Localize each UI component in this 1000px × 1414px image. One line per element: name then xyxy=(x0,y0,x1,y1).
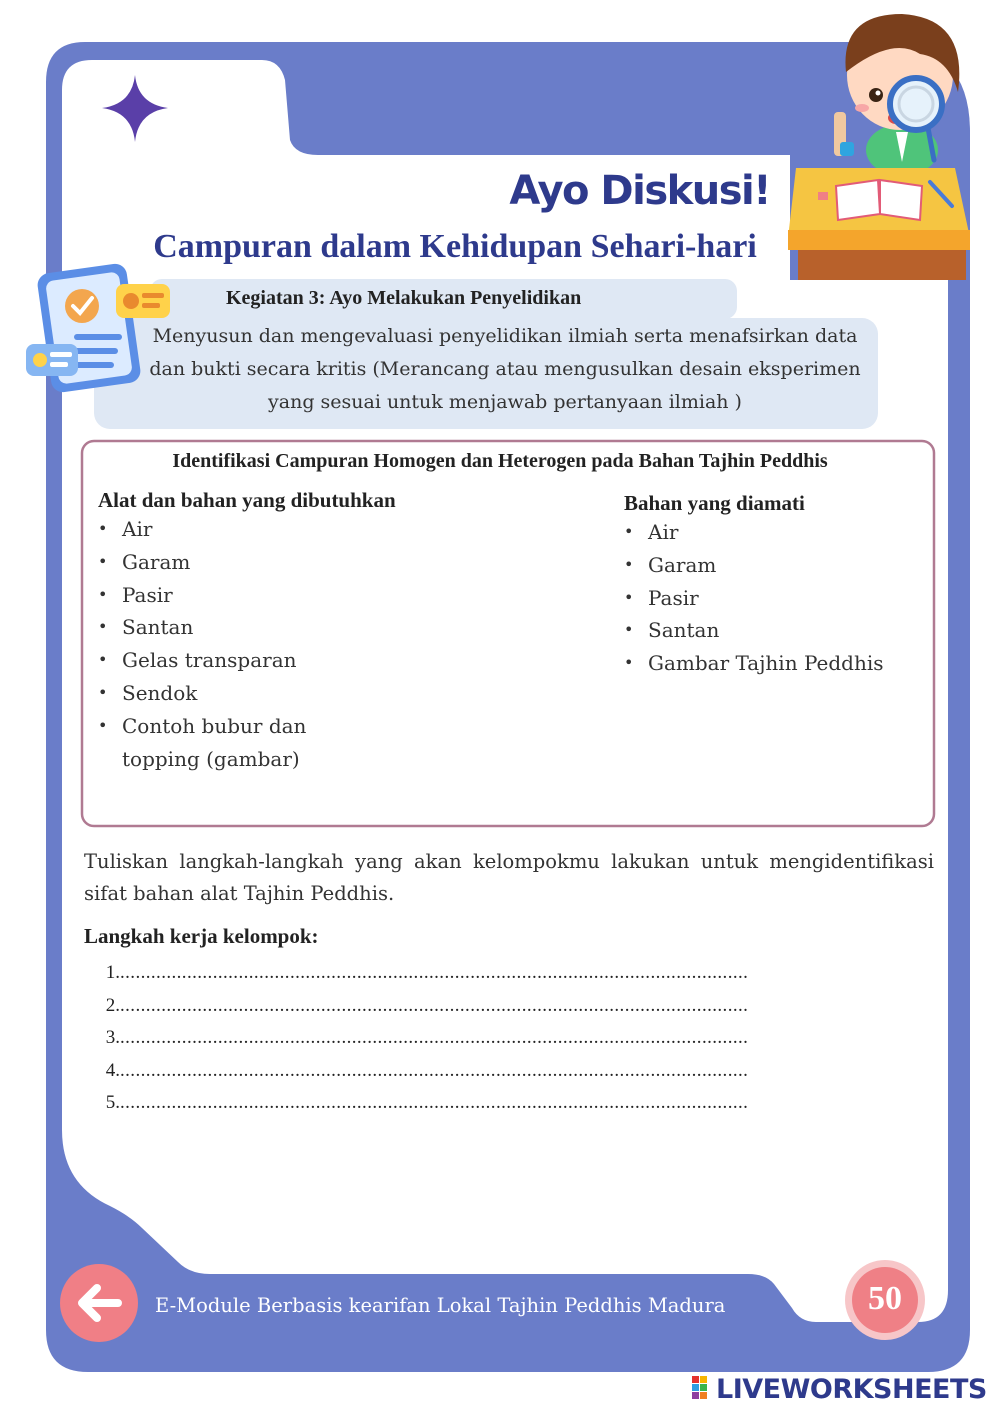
step-answer-line[interactable]: .......................................................................................................................... xyxy=(120,1092,749,1113)
list-item: • Contoh bubur dan topping (gambar) xyxy=(98,710,322,776)
liveworksheets-watermark: LIVEWORKSHEETS xyxy=(716,1374,987,1405)
step-row[interactable] xyxy=(100,958,890,991)
materials-box-title: Identifikasi Campuran Homogen dan Heterogen pada Bahan Tajhin Peddhis xyxy=(172,450,828,472)
list-item: • Air xyxy=(624,516,924,549)
step-answer-line[interactable]: .......................................................................................................................... xyxy=(120,1027,749,1048)
activity-objective: Menyusun dan mengevaluasi penyelidikan ilmiah serta menafsirkan data dan bukti secara kritis (Merancang atau mengusulkan desain eksperimen yang sesuai untuk menjawab pertanyaan ilmiah ) xyxy=(149,325,861,413)
list-item: • Air xyxy=(98,513,438,546)
ayo-diskusi-heading: Ayo Diskusi! xyxy=(509,168,770,214)
observed-column xyxy=(624,491,924,680)
step-answer-line[interactable]: .......................................................................................................................... xyxy=(120,994,749,1016)
activity-label: Kegiatan 3: Ayo Melakukan Penyelidikan xyxy=(226,287,582,309)
step-number: 2. xyxy=(105,994,120,1016)
tools-heading: Alat dan bahan yang dibutuhkan xyxy=(98,488,396,512)
observed-heading: Bahan yang diamati xyxy=(624,491,805,515)
instruction-text: Tuliskan langkah-langkah yang akan kelompokmu lakukan untuk mengidentifikasi sifat bahan alat Tajhin Peddhis. xyxy=(84,850,934,905)
list-item: • Santan xyxy=(624,614,924,647)
liveworksheets-logo-icon xyxy=(692,1376,707,1399)
list-item: • Pasir xyxy=(624,582,924,615)
step-number: 3. xyxy=(105,1027,120,1048)
list-item: • Gelas transparan xyxy=(98,644,438,677)
tools-column xyxy=(98,488,438,775)
footer-text: E-Module Berbasis kearifan Lokal Tajhin Peddhis Madura xyxy=(155,1294,726,1317)
page-number: 50 xyxy=(868,1280,902,1317)
list-item: • Garam xyxy=(98,546,438,579)
list-item: • Santan xyxy=(98,611,438,644)
step-number: 1. xyxy=(105,962,120,983)
step-row[interactable] xyxy=(100,1023,890,1056)
observed-list xyxy=(624,516,924,680)
page-title: Campuran dalam Kehidupan Sehari-hari xyxy=(153,228,757,265)
list-item: • Garam xyxy=(624,549,924,582)
step-row[interactable] xyxy=(100,1088,890,1121)
step-row[interactable] xyxy=(100,991,890,1024)
tools-list xyxy=(98,513,438,775)
step-number: 4. xyxy=(105,1059,120,1081)
list-item: • Pasir xyxy=(98,579,438,612)
step-answer-line[interactable]: .......................................................................................................................... xyxy=(120,1059,749,1081)
step-row[interactable] xyxy=(100,1056,890,1089)
list-item: • Sendok xyxy=(98,677,438,710)
steps-heading: Langkah kerja kelompok: xyxy=(84,924,319,948)
list-item: • Gambar Tajhin Peddhis xyxy=(624,647,924,680)
back-button[interactable] xyxy=(60,1264,138,1342)
step-number: 5. xyxy=(105,1092,120,1113)
steps-list xyxy=(100,958,890,1121)
step-answer-line[interactable]: .......................................................................................................................... xyxy=(120,962,749,983)
